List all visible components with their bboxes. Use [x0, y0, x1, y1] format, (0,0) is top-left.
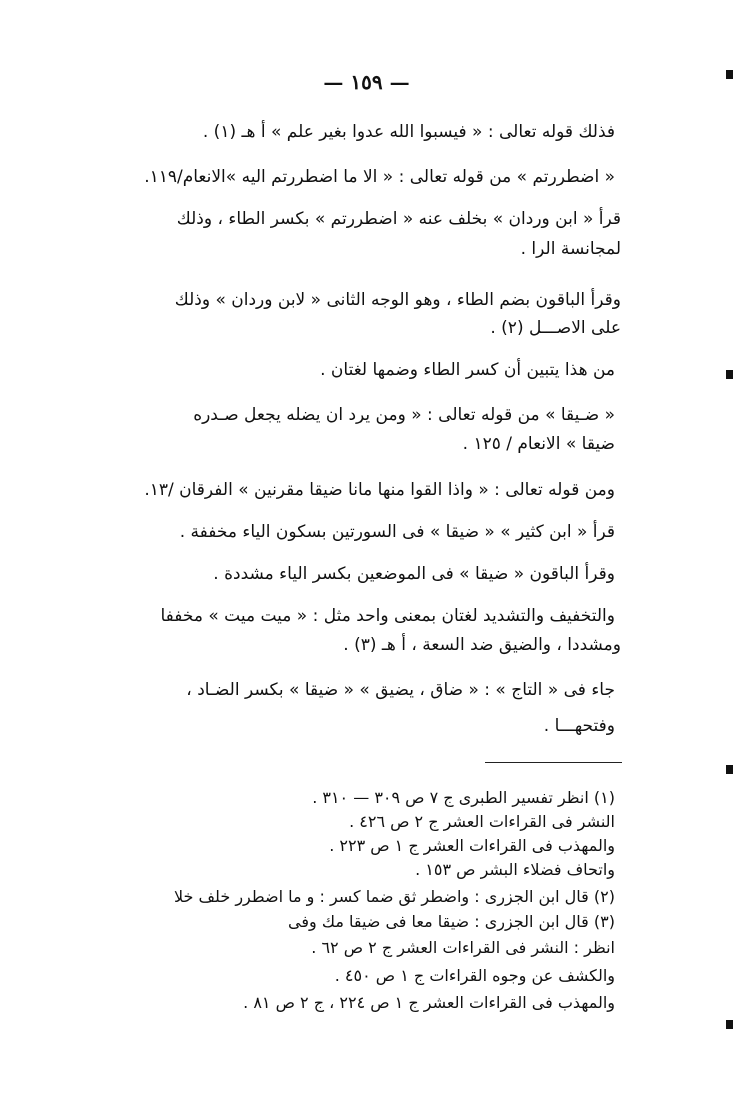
body-line: على الاصـــل (٢) .	[490, 318, 621, 338]
footnote-line: (١) انظر تفسير الطبرى ج ٧ ص ٣٠٩ — ٣١٠ .	[312, 788, 615, 807]
body-line: جاء فى « التاج » : « ضاق ، يضيق » « ضيقا » بكسر الضـاد ،	[186, 680, 615, 700]
footnote-line: النشر فى القراءات العشر ج ٢ ص ٤٢٦ .	[349, 812, 615, 831]
body-line: فذلك قوله تعالى : « فيسبوا الله عدوا بغير علم » أ هـ (١) .	[202, 122, 615, 142]
body-line: والتخفيف والتشديد لغتان بمعنى واحد مثل : « ميت ميت » مخففا	[160, 606, 615, 626]
body-line: وقرأ الباقون « ضيقا » فى الموضعين بكسر الياء مشددة .	[213, 564, 615, 584]
footnote-line: واتحاف فضلاء البشر ص ١٥٣ .	[415, 860, 615, 879]
footnote-line: انظر : النشر فى القراءات العشر ج ٢ ص ٦٢ .	[311, 938, 615, 957]
body-line: من هذا يتبين أن كسر الطاء وضمها لغتان .	[320, 360, 615, 380]
body-line: ومشددا ، والضيق ضد السعة ، أ هـ (٣) .	[343, 635, 621, 655]
scan-edge-mark	[726, 370, 733, 379]
page-number: — ١٥٩ —	[323, 70, 410, 94]
scan-edge-mark	[726, 765, 733, 774]
body-line: ومن قوله تعالى : « واذا القوا منها مانا ضيقا مقرنين » الفرقان /١٣.	[144, 480, 615, 500]
footnote-line: (٢) قال ابن الجزرى : واضطر ثق ضما كسر : و ما اضطرر خلف خلا	[173, 887, 615, 906]
body-line: « ضـيقا » من قوله تعالى : « ومن يرد ان يضله يجعل صـدره	[193, 405, 615, 425]
body-line: وقرأ الباقون بضم الطاء ، وهو الوجه الثانى « لابن وردان » وذلك	[174, 290, 621, 310]
body-line: ضيقا » الانعام / ١٢٥ .	[462, 434, 615, 454]
body-line: لمجانسة الرا .	[520, 239, 621, 259]
footnote-line: والمهذب فى القراءات العشر ج ١ ص ٢٢٣ .	[329, 836, 615, 855]
footnote-line: والكشف عن وجوه القراءات ج ١ ص ٤٥٠ .	[334, 966, 615, 985]
body-line: قرأ « ابن وردان » بخلف عنه « اضطررتم » بكسر الطاء ، وذلك	[176, 209, 621, 229]
footnote-line: والمهذب فى القراءات العشر ج ١ ص ٢٢٤ ، ج ٢ ص ٨١ .	[243, 993, 615, 1012]
footnote-separator	[485, 762, 622, 763]
scan-edge-mark	[726, 1020, 733, 1029]
scan-edge-mark	[726, 70, 733, 79]
body-line: « اضطررتم » من قوله تعالى : « الا ما اضطررتم اليه »الانعام/١١٩.	[144, 167, 615, 187]
footnote-line: (٣) قال ابن الجزرى : ضيقا معا فى ضيقا مك وفى	[288, 912, 615, 931]
body-line: قرأ « ابن كثير » « ضيقا » فى السورتين بسكون الياء مخففة .	[179, 522, 615, 542]
body-line: وفتحهـــا .	[543, 716, 615, 736]
